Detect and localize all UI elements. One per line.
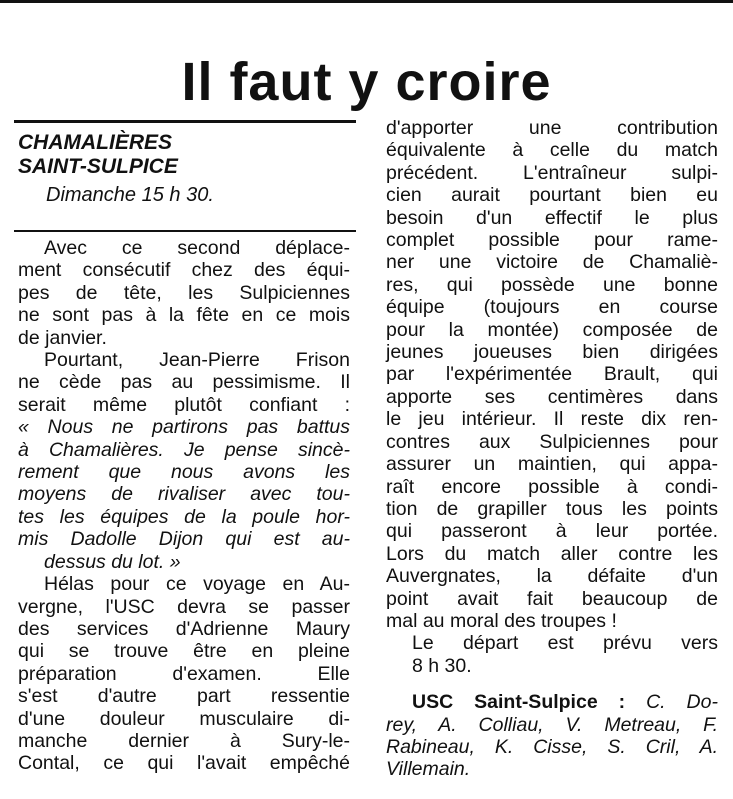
text-line: ne sont pas à la fête en ce mois <box>18 304 350 327</box>
text-line: point avait fait beaucoup de <box>386 587 718 610</box>
text-line: qui passeront à leur portée. <box>386 520 718 543</box>
left-column <box>18 237 350 775</box>
roster-line: Villemain. <box>386 758 471 781</box>
match-time: Dimanche 15 h 30. <box>46 184 214 206</box>
text-line: pour la montée) composée de <box>386 318 718 341</box>
text-line: Avec ce second déplace- <box>44 237 350 259</box>
text-line: ne cède pas au pessimisme. Il <box>18 371 350 394</box>
text-line: tion de grapiller tous les points <box>386 497 718 520</box>
text-line: assurer un maintien, qui appa- <box>386 453 718 476</box>
text-line: Le départ est prévu vers <box>412 632 718 655</box>
text-line: contres aux Sulpiciennes pour <box>386 430 718 453</box>
team-roster <box>386 691 718 781</box>
right-column <box>386 117 718 781</box>
text-line: ner une victoire de Chamaliè- <box>386 251 718 274</box>
text-line: s'est d'autre part ressentie <box>18 685 350 708</box>
text-line: de janvier. <box>18 326 107 349</box>
text-line: 8 h 30. <box>412 654 472 677</box>
text-line: ment consécutif chez des équi- <box>18 259 350 282</box>
text-line: serait même plutôt confiant : <box>18 393 350 416</box>
top-rule <box>0 0 733 3</box>
roster-label: USC Saint-Sulpice : <box>412 691 626 714</box>
text-line: équivalente à celle du match <box>386 139 718 162</box>
text-line: d'apporter une contribution <box>386 117 718 139</box>
quote-line: dessus du lot. » <box>44 550 181 573</box>
roster-names: C. Do- <box>646 691 718 714</box>
text-line: Auvergnates, la défaite d'un <box>386 565 718 588</box>
text-line: complet possible pour rame- <box>386 229 718 252</box>
text-line: Lors du match aller contre les <box>386 542 718 565</box>
text-line: Pourtant, Jean-Pierre Frison <box>44 349 350 372</box>
section-rule-top <box>14 120 356 123</box>
roster-line <box>386 691 718 713</box>
text-line: manche dernier à Sury-le- <box>18 729 350 752</box>
quote-line: à Chamalières. Je pense sincè- <box>18 438 350 461</box>
quote-line: rement que nous avons les <box>18 461 350 484</box>
text-line: qui se trouve être en pleine <box>18 640 350 663</box>
text-line: par l'expérimentée Brault, qui <box>386 363 718 386</box>
section-rule-bottom <box>14 230 356 232</box>
team-home: CHAMALIÈRES <box>18 131 173 154</box>
quote-line: moyens de rivaliser avec tou- <box>18 483 350 506</box>
quote-line: « Nous ne partirons pas battus <box>18 416 350 439</box>
text-line: d'une douleur musculaire di- <box>18 707 350 730</box>
text-line: pes de tête, les Sulpiciennes <box>18 281 350 304</box>
text-line: équipe (toujours en course <box>386 296 718 319</box>
text-line: besoin d'un effectif le plus <box>386 206 718 229</box>
roster-line: rey, A. Colliau, V. Metreau, F. <box>386 713 718 736</box>
text-line: précédent. L'entraîneur sulpi- <box>386 161 718 184</box>
text-line: cien aurait pourtant bien eu <box>386 184 718 207</box>
text-line: Hélas pour ce voyage en Au- <box>44 573 350 596</box>
text-line: des services d'Adrienne Maury <box>18 617 350 640</box>
text-line: le jeu intérieur. Il reste dix ren- <box>386 408 718 431</box>
roster-line: Rabineau, K. Cisse, S. Cril, A. <box>386 735 718 758</box>
text-line: vergne, l'USC devra se passer <box>18 595 350 618</box>
headline: Il faut y croire <box>181 52 552 113</box>
text-line: res, qui possède une bonne <box>386 273 718 296</box>
team-away: SAINT-SULPICE <box>18 155 178 178</box>
quote-line: tes les équipes de la poule hor- <box>18 505 350 528</box>
text-line: Contal, ce qui l'avait empêché <box>18 752 350 775</box>
text-line: jeunes joueuses bien dirigées <box>386 341 718 364</box>
text-line: mal au moral des troupes ! <box>386 609 617 632</box>
match-header <box>18 131 214 207</box>
text-line: apporte ses centimères dans <box>386 385 718 408</box>
match-teams <box>18 131 214 179</box>
text-line: raît encore possible à condi- <box>386 475 718 498</box>
text-line: préparation d'examen. Elle <box>18 662 350 685</box>
quote-line: mis Dadolle Dijon qui est au- <box>18 528 350 551</box>
